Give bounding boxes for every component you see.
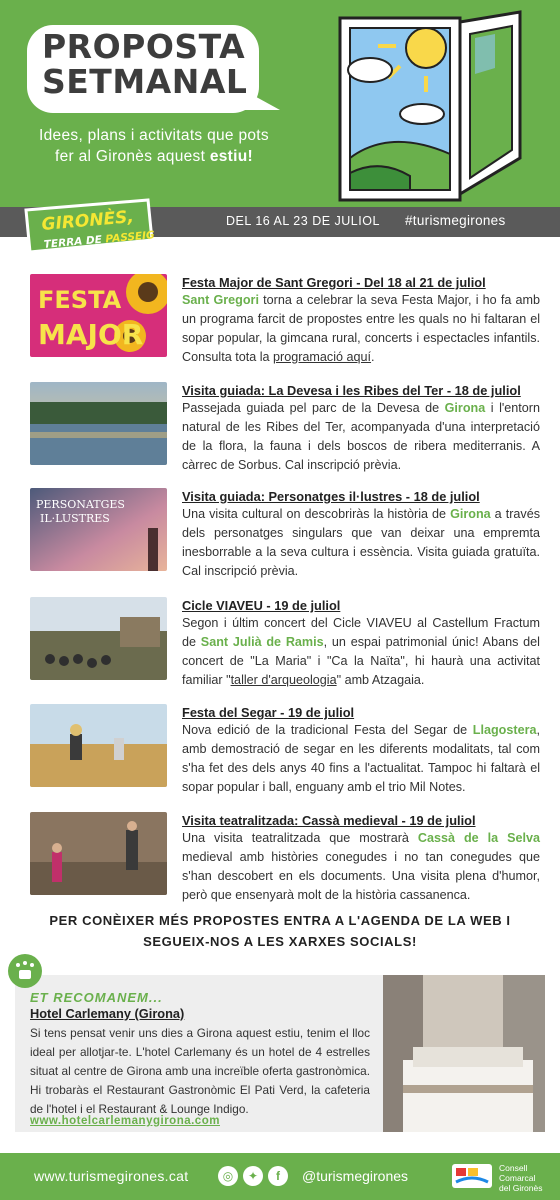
- recommend-kicker: ET RECOMANEM...: [30, 990, 163, 1005]
- call-to-action: [40, 910, 520, 952]
- thumb-text-2: IL·LUSTRES: [40, 512, 110, 525]
- program-link[interactable]: programació aquí: [273, 350, 372, 364]
- river-thumbnail: [30, 382, 167, 465]
- item-text: , amb demostració de segar en les diferents modalitats, tal com s'ha fet des dels anys 40 fins a l'actualitat. Tampoc hi faltarà el sopar popular i ball, enguany amb el trio Mil Notes.: [182, 723, 540, 794]
- concert-thumbnail: [30, 597, 167, 680]
- place-highlight: Sant Gregori: [182, 293, 259, 307]
- item-description: [182, 829, 540, 905]
- cta-line-2: SEGUEIX-NOS A LES XARXES SOCIALS!: [143, 934, 417, 949]
- hashtag: #turismegirones: [405, 213, 506, 228]
- item-text: torna a celebrar la seva Festa Major, i ho fa amb un programa farcit de propostes entre les quals no hi faltaran el sopar popular, la gimcana rural, concerts i espectacles infantils. Consulta tota la: [182, 293, 540, 364]
- hotel-description: Si tens pensat venir uns dies a Girona aquest estiu, tenim el lloc ideal per allotjar-te. L'hotel Carlemany és un hotel de 4 estrelles situat al centre de Girona amb una increïble oferta gastronòmica. Hi trobaràs el Restaurant Gastronòmic El Pati Verd, la cafeteria de l'hotel i el Restaurant & Lounge Indigo.: [30, 1026, 370, 1116]
- page-title: [42, 29, 252, 99]
- subtitle-text: Idees, plans i activitats que pots fer al Gironès aquest: [39, 127, 269, 165]
- place-highlight: Cassà de la Selva: [417, 831, 541, 845]
- place-highlight: Girona: [444, 401, 486, 415]
- girones-logo: [18, 196, 158, 258]
- item-text-pre: Nova edició de la tradicional Festa del Segar de: [182, 723, 473, 737]
- thumb-text-1: PERSONATGES: [36, 498, 125, 511]
- thumbs-up-badge-icon: [8, 954, 42, 988]
- org-line-1: Consell: [499, 1163, 528, 1173]
- item-description: [182, 721, 540, 797]
- item-text: a través dels personatges singulars que van deixar una empremta inesborrable a la seva cultura i essència. Visita guiada gratuïta. Cal inscripció prèvia.: [182, 507, 540, 578]
- consell-logo-icon: [450, 1162, 494, 1190]
- org-line-3: del Gironès: [499, 1183, 543, 1193]
- place-highlight: Girona: [450, 507, 491, 521]
- organization-name: [499, 1163, 555, 1193]
- cta-line-1: PER CONÈIXER MÉS PROPOSTES ENTRA A L'AGENDA DE LA WEB I: [49, 913, 511, 928]
- title-line-2: SETMANAL: [42, 62, 248, 101]
- item-title[interactable]: Festa del Segar - 19 de juliol: [182, 705, 355, 720]
- twitter-icon[interactable]: ✦: [243, 1166, 263, 1186]
- harvest-thumbnail: [30, 704, 167, 787]
- hotel-website-link[interactable]: www.hotelcarlemanygirona.com: [30, 1115, 220, 1127]
- logo-line-2b: PASSEIG: [104, 229, 156, 246]
- header-subtitle: [34, 125, 274, 167]
- hotel-room-image: [383, 975, 545, 1132]
- item-title[interactable]: Festa Major de Sant Gregori - Del 18 al 21 de juliol: [182, 275, 486, 290]
- personatges-thumbnail: [30, 488, 167, 571]
- item-title[interactable]: Visita teatralitzada: Cassà medieval - 19 de juliol: [182, 813, 476, 828]
- item-text-pre: Una visita cultural on descobriràs la història de: [182, 507, 451, 521]
- item-title[interactable]: Visita guiada: La Devesa i les Ribes del Ter - 18 de juliol: [182, 383, 521, 398]
- thumb-text-2: MAJOR: [38, 318, 144, 351]
- hotel-title[interactable]: Hotel Carlemany (Girona): [30, 1006, 185, 1021]
- item-text: medieval amb històries conegudes i no tan conegudes que s'han descobert en els documents. Una visita plena d'humor, però que ensenyarà molt de la història cassanenca.: [182, 850, 540, 902]
- item-tail: .: [371, 350, 375, 364]
- item-title[interactable]: Visita guiada: Personatges il·lustres - 18 de juliol: [182, 489, 480, 504]
- workshop-link[interactable]: taller d'arqueologia: [230, 673, 337, 687]
- date-range: DEL 16 AL 23 DE JULIOL: [226, 214, 380, 228]
- item-text-pre: Segon i últim concert del Cicle VIAVEU al Castellum Fractum de: [182, 616, 540, 649]
- logo-line-1: GIRONÈS,: [40, 207, 135, 235]
- logo-line-2: TERRA DE: [43, 233, 107, 251]
- item-description: [182, 291, 540, 367]
- open-window-illustration: [330, 8, 530, 204]
- item-description: [182, 614, 540, 690]
- social-handle: @turismegirones: [302, 1168, 409, 1184]
- item-title[interactable]: Cicle VIAVEU - 19 de juliol: [182, 598, 341, 613]
- medieval-thumbnail: [30, 812, 167, 895]
- place-highlight: Sant Julià de Ramis: [200, 635, 324, 649]
- item-tail: " amb Atzagaia.: [336, 673, 425, 687]
- footer-website-link[interactable]: www.turismegirones.cat: [34, 1168, 189, 1184]
- item-description: [182, 399, 540, 475]
- place-highlight: Llagostera: [472, 723, 537, 737]
- item-text: i l'entorn natural de les Ribes del Ter, acompanyada d'una interpretació de la flora, la fauna i dels boscos de ribera mediterranis. A càrrec de Sorbus. Cal inscripció prèvia.: [182, 401, 540, 472]
- festa-major-thumbnail: [30, 274, 167, 357]
- item-text-pre: Una visita teatralitzada que mostrarà: [182, 831, 418, 845]
- subtitle-bold: estiu!: [209, 148, 253, 165]
- title-line-1: PROPOSTA: [42, 27, 246, 66]
- item-text-pre: Passejada guiada pel parc de la Devesa de: [182, 401, 445, 415]
- thumb-text-1: FESTA: [38, 286, 122, 314]
- item-text: , un espai patrimonial únic! Abans del concert de "La Maria" i "Ca la Naïta", hi haurà una activitat familiar ": [182, 635, 540, 687]
- org-line-2: Comarcal: [499, 1173, 536, 1183]
- instagram-icon[interactable]: ◎: [218, 1166, 238, 1186]
- item-description: [182, 505, 540, 581]
- facebook-icon[interactable]: f: [268, 1166, 288, 1186]
